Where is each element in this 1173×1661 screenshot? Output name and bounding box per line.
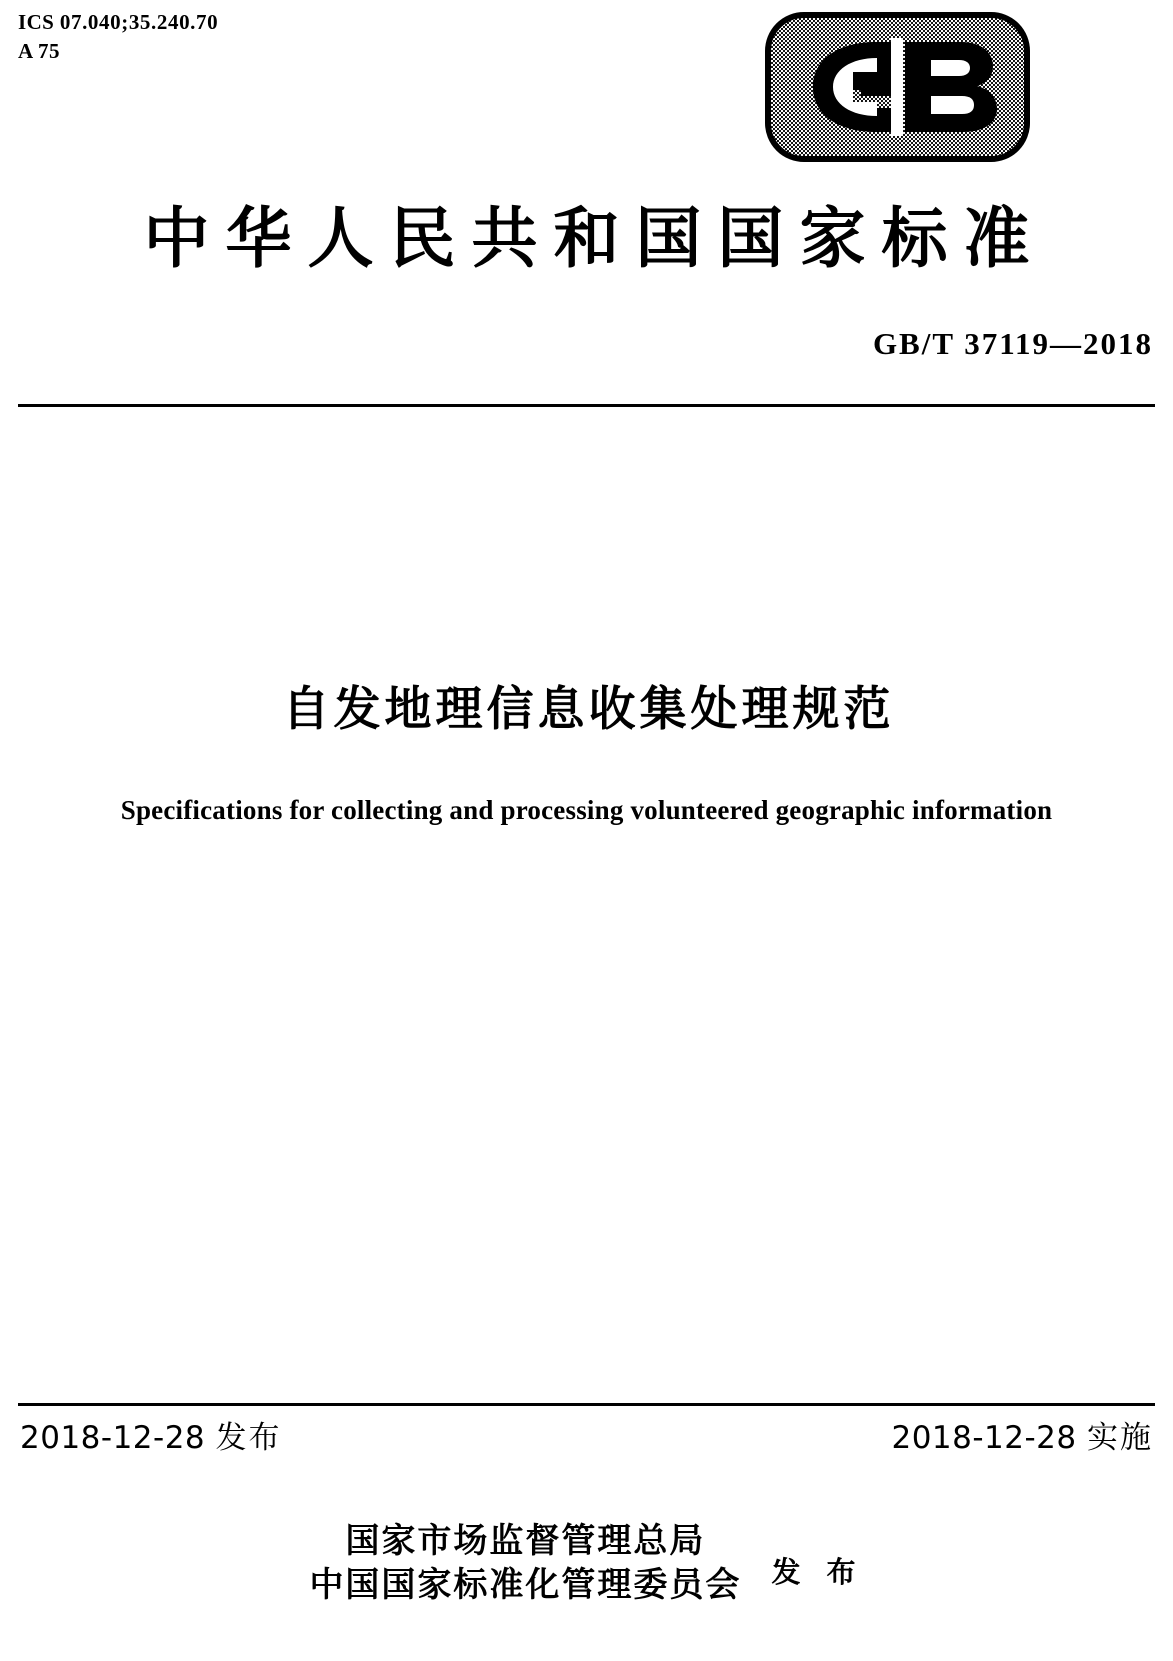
implementation-date-block: [891, 1412, 1153, 1457]
implementation-date: 2018-12-28: [891, 1420, 1077, 1456]
ics-line: [18, 8, 218, 37]
national-standard-heading: 中华人民共和国国家标准: [143, 200, 1046, 277]
document-title-cn: 自发地理信息收集处理规范: [282, 682, 895, 737]
implementation-label: 实施: [1087, 1420, 1153, 1456]
issue-label: 发布: [215, 1420, 282, 1456]
divider-bottom: [18, 1403, 1155, 1406]
publisher-action-label: 发 布: [771, 1555, 864, 1590]
issue-date: 2018-12-28: [20, 1420, 206, 1456]
divider-top: [18, 404, 1155, 407]
issue-date-block: [20, 1412, 282, 1457]
gb-logo: [765, 12, 1030, 162]
publisher-block: [0, 1520, 1173, 1607]
standard-number: GB/T 37119—2018: [872, 326, 1153, 361]
ics-value: 07.040;35.240.70: [59, 10, 219, 34]
ics-label: ICS: [18, 10, 55, 34]
publisher-line-2: 中国国家标准化管理委员会: [309, 1564, 742, 1605]
publisher-line-1: 国家市场监督管理总局: [345, 1521, 706, 1561]
document-title-en: Specifications for collecting and processing volunteered geographic information: [120, 795, 1053, 825]
publisher-names: [309, 1520, 741, 1607]
classification-code: A 75: [18, 38, 60, 63]
ics-classification-block: [18, 8, 218, 66]
